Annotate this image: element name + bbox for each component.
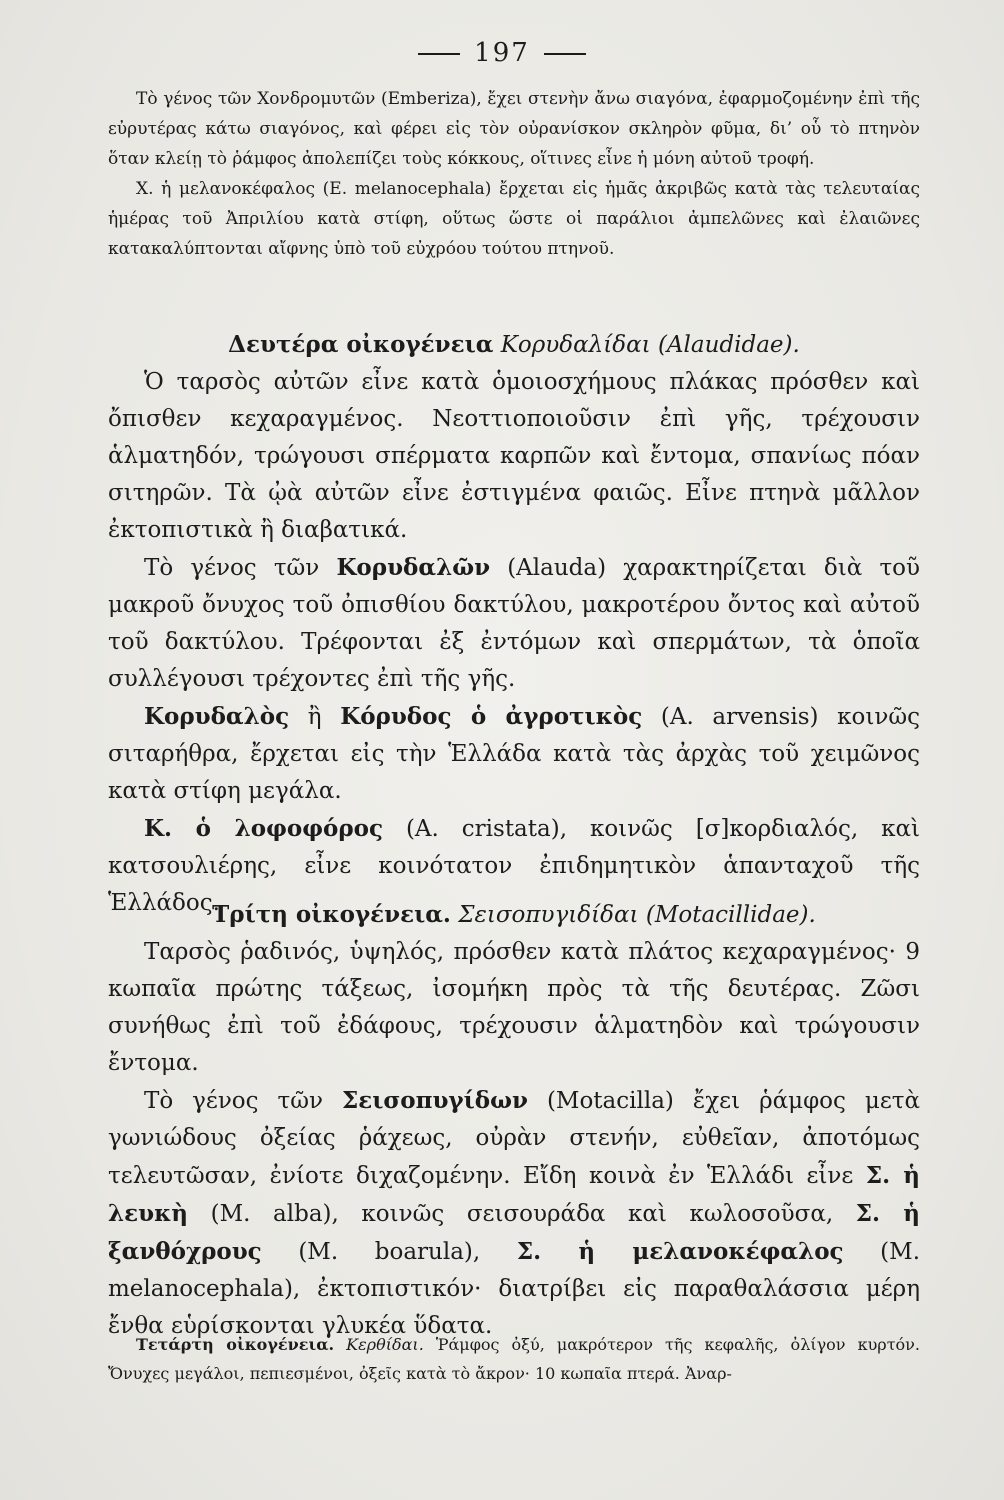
motacilla-genus-name: Σεισοπυγίδων [341,1087,528,1114]
alba-name: Σ. ἡ λευκὴ [108,1162,921,1227]
motacilla-text-a: Τὸ γένος τῶν [144,1088,323,1114]
alauda-genus-name: Κορυδαλῶν [336,554,491,581]
emberiza-paragraph: Τὸ γένος τῶν Χονδρομυτῶν (Emberiza), ἔχει στενὴν ἄνω σιαγόνα, ἐφαρμοζομένην ἐπὶ τῆς εὐρυτέρας κάτω σιαγόνος, καὶ φέρει εἰς τὸν οὐρανίσκον σκληρὸν φῦμα, δι’ οὗ τὸ πτηνὸν ὅταν κλείῃ τὸ ῥάμφος ἀπολεπίζει τοὺς κόκκους, οἵτινες εἶνε ἡ μόνη αὐτοῦ τροφή. [108,89,920,169]
cristata-name: Κ. ὁ λοφοφόρος [144,815,384,842]
family-heading-motacillidae [108,896,920,934]
family-heading-label: Δευτέρα οἰκογένεια [228,331,494,358]
family-heading-greek: Κορυδαλίδαι [500,332,651,358]
motacilla-genus-paragraph [108,1082,920,1345]
family-heading-greek: Κερθίδαι. [346,1335,424,1354]
family-heading-label: Τετάρτη οἰκογένεια. [136,1335,335,1354]
emberiza-section [108,84,920,264]
family-heading-latin: (Motacillidae). [645,902,816,928]
family-alaudidae-section [108,326,920,922]
family-certhiidae-section [108,1330,920,1388]
family-motacillidae-section [108,896,920,1345]
motacilla-text-e: (M. melanocephala), ἐκτοπιστικόν· διατρίβει εἰς παραθαλάσσια μέρη ἔνθα εὑρίσκονται γλυκέα ὕδατα. [108,1239,921,1339]
alauda-text-a: Τὸ γένος τῶν [144,555,320,581]
alauda-text-b: (Alauda) χαρακτηρίζεται διὰ τοῦ μακροῦ ὄνυχος τοῦ ὀπισθίου δακτύλου, μακροτέρου ὄντος καὶ αὐτοῦ τοῦ δακτύλου. Τρέφονται ἐξ ἐντόμων καὶ σπερμάτων, τὰ ὁποῖα συλλέγουσι τρέχοντες ἐπὶ τῆς γῆς. [108,555,921,692]
melanocephala-paragraph: Χ. ἡ μελανοκέφαλος (E. melanocephala) ἔρχεται εἰς ἡμᾶς ἀκριβῶς κατὰ τὰς τελευταίας ἡμέρας τοῦ Ἀπριλίου κατὰ στίφη, οὕτως ὥστε οἱ παράλιοι ἀμπελῶνες καὶ ἐλαιῶνες κατακαλύπτονται αἴφνης ὑπὸ τοῦ εὐχρόου τούτου πτηνοῦ. [108,179,920,259]
motacillidae-description: Ταρσὸς ῥαδινός, ὑψηλός, πρόσθεν κατὰ πλάτος κεχαραγμένος· 9 κωπαῖα πρώτης τάξεως, ἰσομήκη πρὸς τὰ τῆς δευτέρας. Ζῶσι συνήθως ἐπὶ τοῦ ἐδάφους, τρέχουσιν ἁλματηδὸν καὶ τρώγουσιν ἔντομα. [108,939,920,1076]
certhiidae-paragraph [108,1330,920,1388]
boarula-name: Σ. ἡ ξανθόχρους [108,1200,921,1265]
arvensis-paragraph [108,698,920,810]
motacilla-text-c: (M. alba), κοινῶς σεισουράδα καὶ κωλοσοῦσα, [210,1201,834,1227]
arvensis-name-2: Κόρυδος ὁ ἀγροτικὸς [340,703,643,730]
family-heading-latin: (Alaudidae). [657,332,800,358]
arvensis-or: ἢ [307,704,322,730]
page-number-dash-left [418,53,460,55]
page-number-dash-right [544,53,586,55]
motacilla-text-b: (Motacilla) ἔχει ῥάμφος μετὰ γωνιώδους ὀξείας ῥάχεως, οὐρὰν στενήν, εὐθεῖαν, ἀποτόμως τελευτῶσαν, ἐνίοτε διχαζομένην. Εἴδη κοινὰ ἐν Ἑλλάδι εἶνε [108,1088,920,1189]
page-number-text: 197 [474,38,530,68]
family-heading-alaudidae [108,326,920,364]
family-heading-label: Τρίτη οἰκογένεια. [212,901,451,928]
melanocephala-name: Σ. ἡ μελανοκέφαλος [516,1238,844,1265]
certhiidae-text: Ῥάμφος ὀξύ, μακρότερον τῆς κεφαλῆς, ὀλίγον κυρτόν. Ὄνυχες μεγάλοι, πεπιεσμένοι, ὀξεῖς κατὰ τὸ ἄκρον· 10 κωπαῖα πτερά. Ἀναρ- [108,1335,920,1383]
motacilla-text-d: (M. boarula), [298,1239,481,1265]
cristata-text: (A. cristata), κοινῶς [σ]κορδιαλός, καὶ κατσουλιέρης, εἶνε κοινότατον ἐπιδημητικὸν ἁπανταχοῦ τῆς Ἑλλάδος. [108,816,920,916]
page-number [0,38,1004,68]
alaudidae-description: Ὁ ταρσὸς αὐτῶν εἶνε κατὰ ὁμοιοσχήμους πλάκας πρόσθεν καὶ ὄπισθεν κεχαραγμένος. Νεοττιοποιοῦσιν ἐπὶ γῆς, τρέχουσιν ἁλματηδόν, τρώγουσι σπέρματα καρπῶν καὶ ἔντομα, σπανίως πόαν σιτηρῶν. Τὰ ᾠὰ αὐτῶν εἶνε ἐστιγμένα φαιῶς. Εἶνε πτηνὰ μᾶλλον ἐκτοπιστικὰ ἢ διαβατικά. [108,369,920,543]
alauda-genus-paragraph [108,549,920,698]
family-heading-greek: Σεισοπυγιδίδαι [458,902,639,928]
arvensis-name-1: Κορυδαλὸς [144,703,290,730]
arvensis-text: (A. arvensis) κοινῶς σιταρήθρα, ἔρχεται εἰς τὴν Ἑλλάδα κατὰ τὰς ἀρχὰς τοῦ χειμῶνος κατὰ στίφη μεγάλα. [108,704,921,804]
